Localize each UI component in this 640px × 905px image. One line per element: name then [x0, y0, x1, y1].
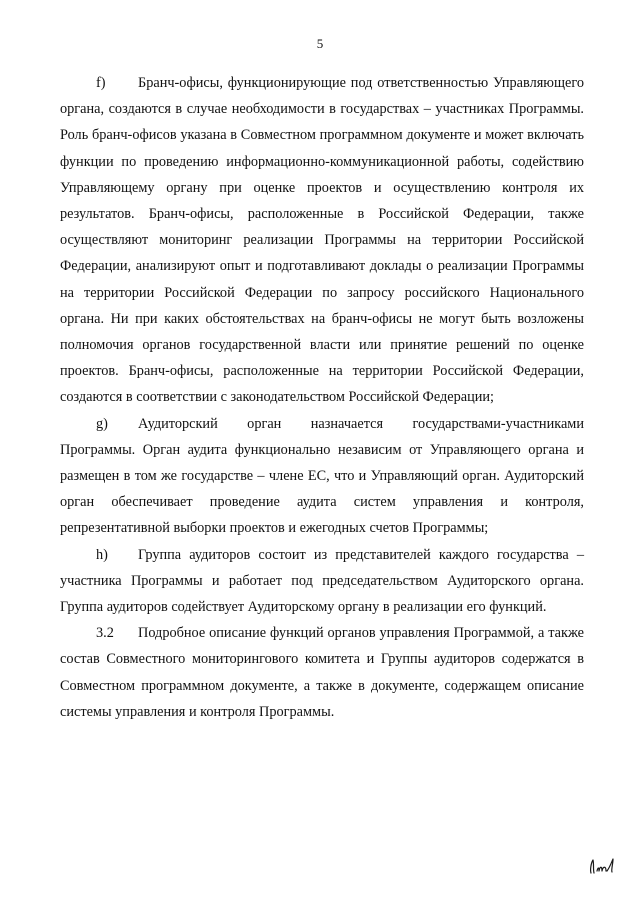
paragraph-marker: 3.2	[96, 625, 114, 642]
paragraph-marker: g)	[96, 415, 108, 432]
paragraph-f	[60, 70, 584, 411]
paragraph-marker: h)	[96, 546, 108, 563]
paragraph-text: Группа аудиторов состоит из представителей каждого государства – участника Программы и работает под председательством Аудиторского органа. Группа аудиторов содействует Аудиторскому органу в реализации его функций.	[60, 546, 584, 616]
paragraph-3-2	[60, 620, 584, 725]
paragraph-text: Аудиторский орган назначается государствами-участниками Программы. Орган аудита функционально независим от Управляющего органа и размещен в том же государстве – члене ЕС, что и Управляющий орган. Аудиторский орган обеспечивает проведение аудита систем управления и контроля, репрезентативной выборки проектов и ежегодных счетов Программы;	[60, 415, 584, 537]
paragraph-h	[60, 542, 584, 621]
handwritten-initials-signature	[588, 858, 622, 876]
paragraph-text: Подробное описание функций органов управления Программой, а также состав Совместного мониторингового комитета и Группы аудиторов содержатся в Совместном программном документе, а также в документе, содержащем описание системы управления и контроля Программы.	[60, 625, 584, 720]
paragraph-text: Бранч-офисы, функционирующие под ответственностью Управляющего органа, создаются в случае необходимости в государствах – участниках Программы. Роль бранч-офисов указана в Совместном программном документе и может включать функции по проведению информационно-коммуникационной работы, содействию Управляющему органу при оценке проектов и осуществлению контроля их результатов. Бранч-офисы, расположенные в Российской Федерации, также осуществляют мониторинг реализации Программы на территории Российской Федерации, анализируют опыт и подготавливают доклады о реализации Программы на территории Российской Федерации по запросу российского Национального органа. Ни при каких обстоятельствах на бранч-офисы не могут быть возложены полномочия органов государственной власти или принятие решений по оценке проектов. Бранч-офисы, расположенные на территории Российской Федерации, создаются в соответствии с законодательством Российской Федерации;	[60, 75, 584, 406]
paragraph-marker: f)	[96, 75, 106, 91]
page-number: 5	[316, 36, 324, 51]
paragraph-g	[60, 411, 584, 542]
document-body	[60, 70, 584, 725]
